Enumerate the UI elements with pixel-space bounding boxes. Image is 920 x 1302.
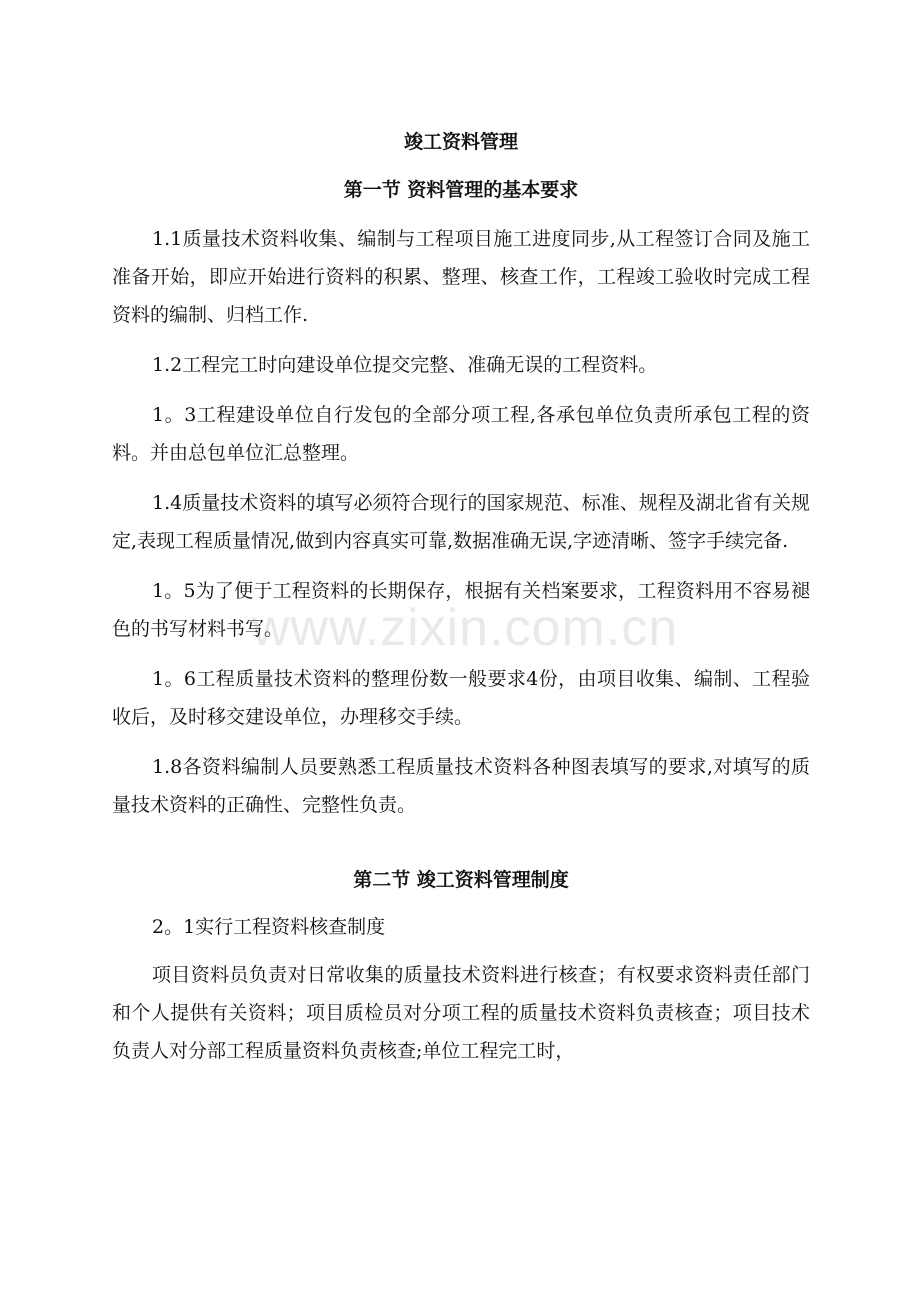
document-title: 竣工资料管理: [403, 131, 518, 153]
paragraph-2-1-body: 项目资料员负责对日常收集的质量技术资料进行核查；有权要求资料责任部门和个人提供有关资料；项目质检员对分项工程的质量技术资料负责核查；项目技术负责人对分部工程质量资料负责核查;单位工程完工时，: [112, 964, 810, 1062]
section-heading-2: 第二节 竣工资料管理制度: [353, 869, 569, 891]
paragraph-1-1: 1.1质量技术资料收集、编制与工程项目施工进度同步,从工程签订合同及施工准备开始，即应开始进行资料的积累、整理、核查工作，工程竣工验收时完成工程资料的编制、归档工作.: [112, 228, 810, 326]
paragraph-1-6: 1。6工程质量技术资料的整理份数一般要求4份，由项目收集、编制、工程验收后，及时移交建设单位，办理移交手续。: [112, 668, 810, 728]
paragraph-1-3: 1。3工程建设单位自行发包的全部分项工程,各承包单位负责所承包工程的资料。并由总包单位汇总整理。: [112, 404, 810, 464]
document-body: [112, 118, 810, 1076]
paragraph-1-8: 1.8各资料编制人员要熟悉工程质量技术资料各种图表填写的要求,对填写的质量技术资料的正确性、完整性负责。: [112, 756, 810, 816]
paragraph-1-2: 1.2工程完工时向建设单位提交完整、准确无误的工程资料。: [152, 354, 658, 376]
paragraph-2-1: 2。1实行工程资料核查制度: [152, 916, 386, 938]
paragraph-1-5: 1。5为了便于工程资料的长期保存，根据有关档案要求，工程资料用不容易褪色的书写材料书写。: [112, 580, 810, 640]
watermark: www.zixin.com.cn: [251, 599, 679, 657]
section-heading-1: 第一节 资料管理的基本要求: [343, 179, 579, 201]
paragraph-1-4: 1.4质量技术资料的填写必须符合现行的国家规范、标准、规程及湖北省有关规定,表现工程质量情况,做到内容真实可靠,数据准确无误,字迹清晰、签字手续完备.: [112, 492, 810, 552]
